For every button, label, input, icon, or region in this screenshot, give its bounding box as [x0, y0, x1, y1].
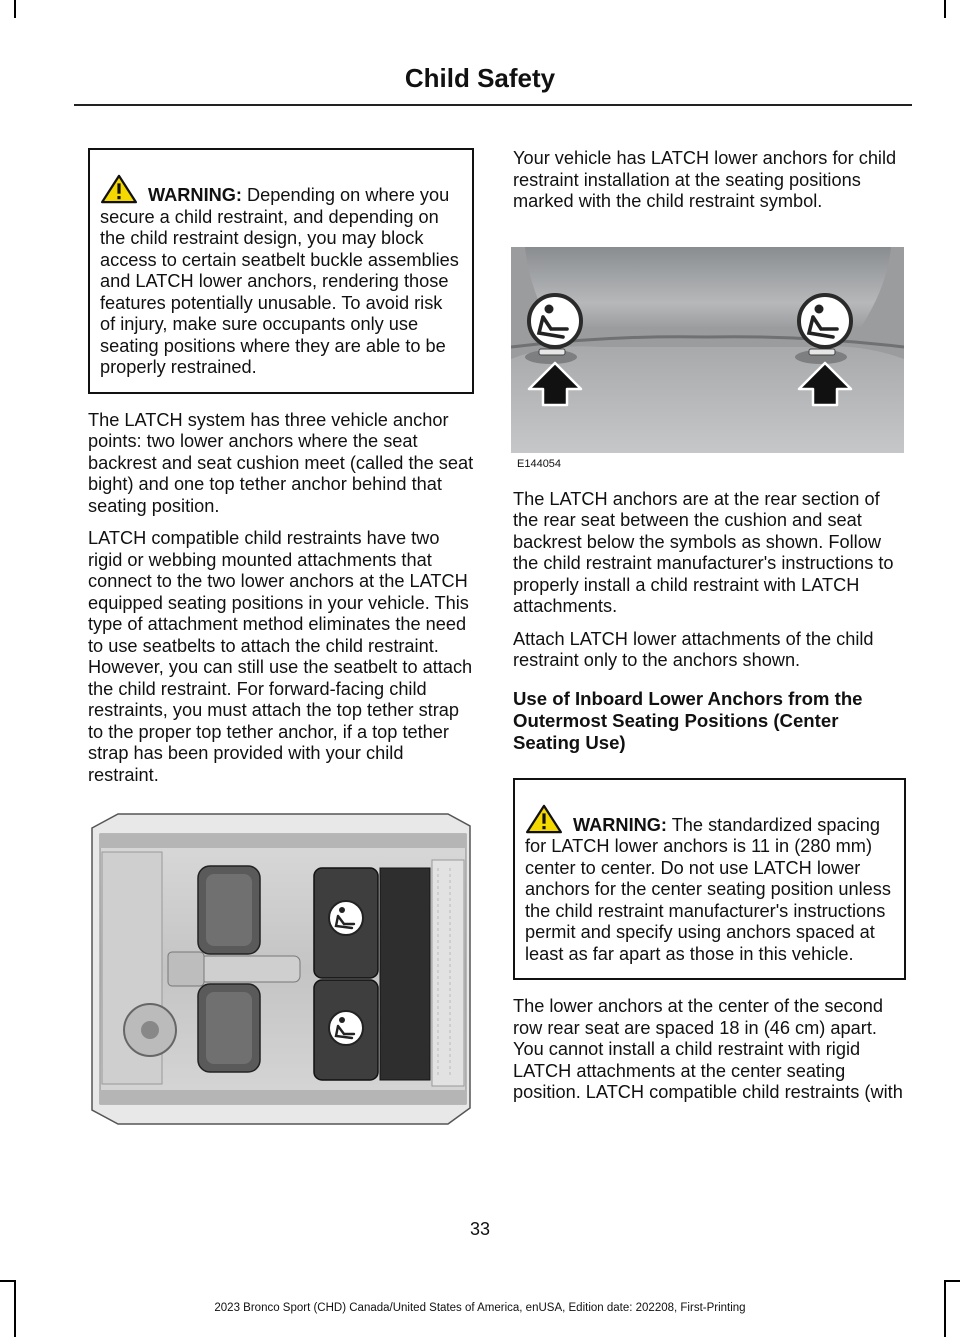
- paragraph-attach-lower-attachments: Attach LATCH lower attachments of the child restraint only to the anchors shown.: [513, 628, 874, 670]
- paragraph-latch-system: The LATCH system has three vehicle anchor points: two lower anchors where the seat backrest and seat cushion meet (called the seat bight) and one top tether anchor behind that seating position.: [88, 409, 474, 516]
- crop-mark-top-right: [944, 0, 946, 18]
- figure-code: E144054: [517, 457, 562, 470]
- paragraph-latch-anchor-positions: Your vehicle has LATCH lower anchors for child restraint installation at the seating positions marked with the child restraint symbol.: [513, 148, 897, 211]
- subheading-inboard-lower-anchors: Use of Inboard Lower Anchors from the Outermost Seating Positions (Center Seating Use): [513, 687, 863, 753]
- page-number: 33: [469, 1219, 491, 1239]
- header-divider: [74, 104, 912, 106]
- footer-edition-info: 2023 Bronco Sport (CHD) Canada/United States of America, enUSA, Edition date: 202208, First-Printing: [214, 1302, 746, 1314]
- warning-text: The standardized spacing for LATCH lower anchors is 11 in (280 mm) center to center. Do not use LATCH lower anchors for the center seating position unless the child restraint manufacturer's instructions permit and specify using anchors spaced at least as far apart as those in this vehicle.: [525, 814, 891, 964]
- section-title: Child Safety: [404, 63, 556, 93]
- warning-label: WARNING:: [148, 185, 242, 205]
- crop-mark-bottom-right-horizontal: [946, 1280, 960, 1282]
- paragraph-center-anchor-spacing: The lower anchors at the center of the second row rear seat are spaced 18 in (46 cm) apart. You cannot install a child restraint with rigid LATCH attachments at the center seating position. LATCH compatible child restraints (with: [513, 996, 903, 1102]
- warning-triangle-icon: [525, 804, 563, 834]
- warning-text: Depending on where you secure a child restraint, and depending on the child restraint design, you may block access to certain seatbelt buckle assemblies and LATCH lower anchors, rendering those features potentially unusable. To avoid risk of injury, make sure occupants only use seating positions where they are able to be properly restrained.: [100, 185, 459, 377]
- warning-box-anchor-spacing: [513, 778, 906, 981]
- right-column: [513, 148, 906, 1115]
- warning-label: WARNING:: [573, 814, 667, 835]
- child-seat-icon: [329, 1011, 363, 1045]
- warning-triangle-icon: [100, 174, 138, 204]
- child-seat-icon: [799, 295, 851, 347]
- child-seat-icon: [529, 295, 581, 347]
- crop-mark-top-left: [14, 0, 16, 18]
- vehicle-overhead-seating-illustration: [88, 808, 474, 1130]
- warning-box-seat-access: [88, 148, 474, 394]
- left-column: [88, 148, 474, 1130]
- paragraph-latch-anchor-location: The LATCH anchors are at the rear section of the rear seat between the cushion and seat backrest below the symbols as shown. Follow the child restraint manufacturer's instructions to properly install a child restraint with LATCH attachments.: [513, 488, 894, 616]
- seat-bight-anchor-illustration: [511, 247, 904, 453]
- paragraph-latch-compatible: LATCH compatible child restraints have two rigid or webbing mounted attachments that connect to the two lower anchors at the LATCH equipped seating positions in your vehicle. This type of attachment method eliminates the need to use seatbelts to attach the child restraint. However, you can still use the seatbelt to attach the child restraint. For forward-facing child restraints, you must attach the top tether strap to the proper top tether anchor, if a top tether strap has been provided with your child restraint.: [88, 528, 473, 785]
- crop-mark-bottom-left-horizontal: [0, 1280, 14, 1282]
- child-seat-icon: [329, 901, 363, 935]
